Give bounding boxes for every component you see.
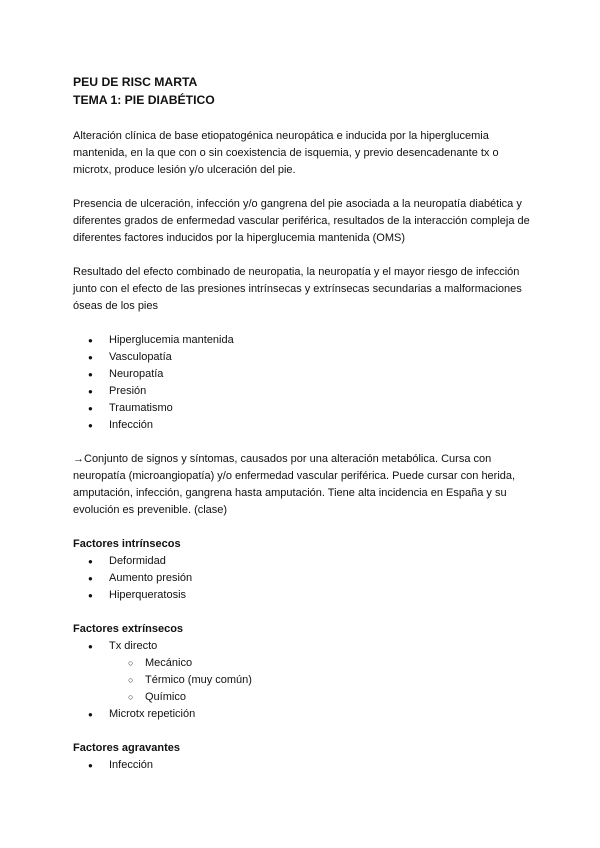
list-item: ● Traumatismo: [73, 400, 536, 417]
list-item: [73, 638, 536, 655]
sub-list-item: ○ Químico: [73, 689, 536, 706]
list-item: ● Infección: [73, 417, 536, 434]
list-item: ● Vasculopatía: [73, 349, 536, 366]
definition-paragraph-3: Resultado del efecto combinado de neuropatia, la neuropatía y el mayor riesgo de infección junto con el efecto de las presiones intrínsecas y extrínsecas secundarias a malformaciones óseas de los pies: [73, 266, 522, 312]
intrinsic-factors-heading: Factores intrínsecos: [73, 538, 181, 550]
list-item: ● Presión: [73, 383, 536, 400]
aggravating-factors-heading: Factores agravantes: [73, 742, 180, 754]
summary-paragraph: →Conjunto de signos y síntomas, causados por una alteración metabólica. Cursa con neuropatía (microangiopatía) y/o enfermedad vascular periférica. Puede cursar con herida, amputación, infección, gangrena hasta amputación. Tiene alta incidencia en España y su evolución es prevenible. (clase): [73, 453, 516, 516]
extrinsic-factors-list: [73, 638, 536, 723]
intrinsic-factors-list: [73, 553, 536, 604]
extrinsic-factors-heading: Factores extrínsecos: [73, 623, 184, 635]
document-title: PEU DE RISC MARTA: [73, 75, 198, 89]
sub-list-item: ○ Mecánico: [73, 655, 536, 672]
extrinsic-sub-list: [73, 655, 536, 706]
list-item: ● Hiperglucemia mantenida: [73, 332, 536, 349]
list-item: ● Microtx repetición: [73, 706, 536, 723]
sub-list-item: ○ Térmico (muy común): [73, 672, 536, 689]
list-item: ● Aumento presión: [73, 570, 536, 587]
list-item: ● Deformidad: [73, 553, 536, 570]
definition-paragraph-1: Alteración clínica de base etiopatogénica neuropática e inducida por la hiperglucemia mantenida, en la que con o sin coexistencia de isquemia, y previo desencadenante tx o microtx, produce lesión y/o ulceración del pie.: [73, 130, 499, 176]
list-item: ● Neuropatía: [73, 366, 536, 383]
definition-paragraph-2: Presencia de ulceración, infección y/o gangrena del pie asociada a la neuropatía diabética y diferentes grados de enfermedad vascular periférica, resultados de la interacción compleja de diferentes factores inducidos por la hiperglucemia mantenida (OMS): [73, 198, 530, 244]
list-item-label: Tx directo: [109, 640, 158, 652]
list-item: ● Hiperqueratosis: [73, 587, 536, 604]
topic-title: TEMA 1: PIE DIABÉTICO: [73, 93, 215, 107]
factors-list: [73, 332, 536, 434]
list-item: ● Infección: [73, 757, 536, 774]
sub-list-container: [73, 655, 536, 706]
aggravating-factors-list: [73, 757, 536, 774]
